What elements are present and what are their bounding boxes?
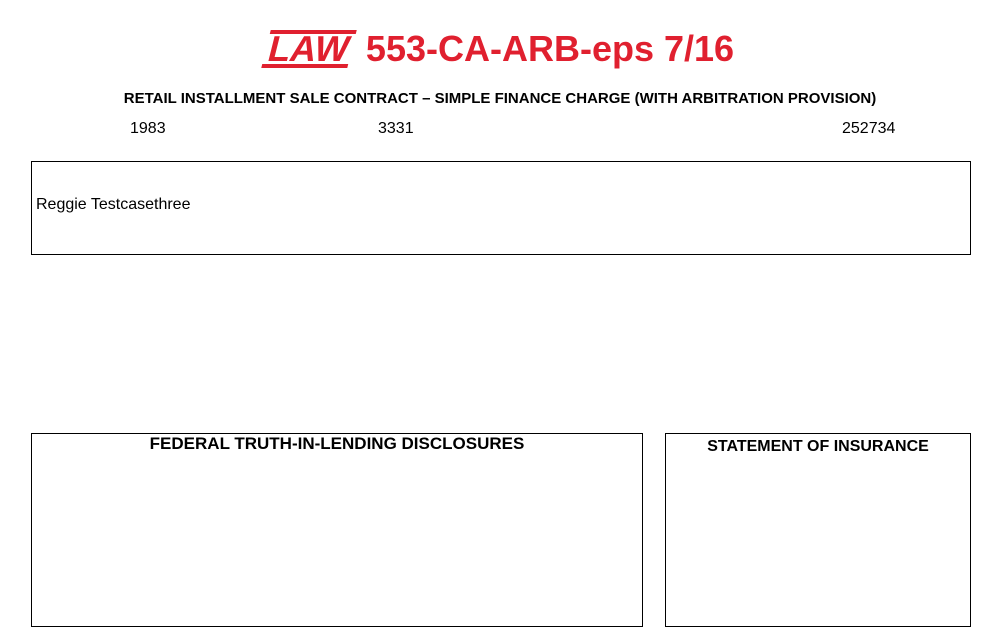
contract-title: RETAIL INSTALLMENT SALE CONTRACT – SIMPLE FINANCE CHARGE (WITH ARBITRATION PROVISION) xyxy=(123,90,877,107)
law-logo: LAW xyxy=(261,30,356,68)
stock-number[interactable]: 252734 xyxy=(842,120,896,137)
truth-in-lending-box xyxy=(31,433,643,627)
insurance-box xyxy=(665,433,971,627)
dealer-number[interactable]: 1983 xyxy=(130,120,166,137)
tila-title: FEDERAL TRUTH-IN-LENDING DISCLOSURES xyxy=(149,434,525,453)
parties-section xyxy=(31,161,971,255)
form-number: 553-CA-ARB-eps 7/16 xyxy=(365,28,735,69)
contract-number[interactable]: 3331 xyxy=(378,120,414,137)
form-header xyxy=(0,28,1000,70)
buyer-name[interactable]: Reggie Testcasethree xyxy=(36,196,191,213)
insurance-title: STATEMENT OF INSURANCE xyxy=(707,438,929,455)
